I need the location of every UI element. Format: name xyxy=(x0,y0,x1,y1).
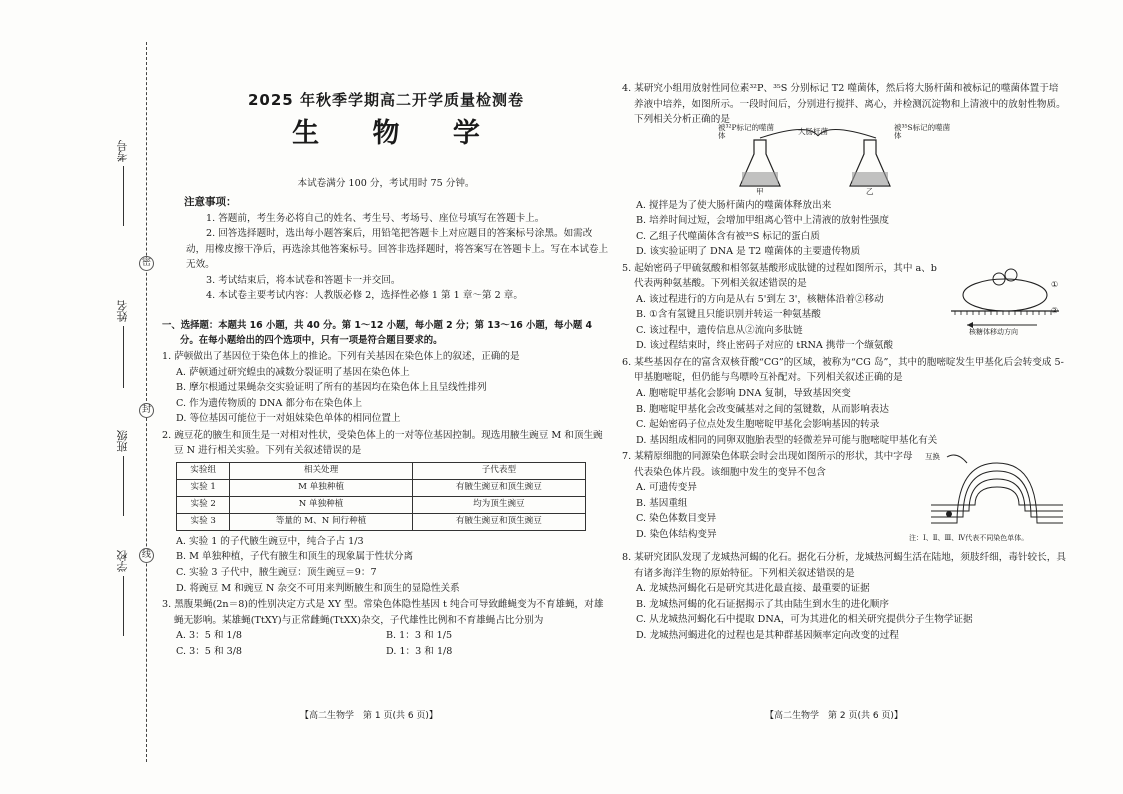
page-2-footer: 【高二生物学 第 2 页(共 6 页)】 xyxy=(765,711,903,721)
mark-1: ① xyxy=(1051,279,1059,289)
notice-title: 注意事项： xyxy=(184,195,237,208)
question-6-option-d: D. 基因组成相同的同卵双胞胎表型的轻微差异可能与胞嘧啶甲基化有关 xyxy=(636,434,938,446)
question-3-options-row-2 xyxy=(162,644,610,660)
question-4-option-d: D. 该实验证明了 DNA 是 T2 噬菌体的主要遗传物质 xyxy=(636,246,861,258)
question-5-option-a: A. 该过程进行的方向是从右 5'到左 3'，核糖体沿着②移动 xyxy=(636,293,884,305)
exam-no-field xyxy=(108,140,138,226)
school-field xyxy=(108,550,138,636)
seal-mark-3: 线 xyxy=(139,548,154,563)
question-4-option-a: A. 搅拌是为了使大肠杆菌内的噬菌体释放出来 xyxy=(636,199,832,211)
class-field xyxy=(108,430,138,516)
table-header-cell: 子代表型 xyxy=(412,462,585,479)
score-note: 本试卷满分 100 分，考试用时 75 分钟。 xyxy=(297,178,475,190)
table-cell: 实验 3 xyxy=(177,513,230,530)
exam-no-line xyxy=(123,166,124,226)
exam-no-label: 考号 xyxy=(116,140,129,162)
table-cell: 均为顶生豌豆 xyxy=(412,496,585,513)
question-3 xyxy=(162,597,610,659)
flask-a-liquid xyxy=(742,172,778,185)
table-cell: M 单独种植 xyxy=(230,479,412,496)
table-cell: 实验 2 xyxy=(177,496,230,513)
class-label: 班级 xyxy=(116,430,129,452)
school-label: 学校 xyxy=(116,550,129,572)
question-5-text xyxy=(622,261,947,354)
mark-2: ② xyxy=(1051,305,1059,315)
table-cell: 等量的 M、N 间行种植 xyxy=(230,513,412,530)
question-5-option-c: C. 该过程中，遗传信息从②流向多肽链 xyxy=(636,324,803,336)
ribosome-diagram xyxy=(947,265,1067,335)
table-cell: 有腋生豌豆和顶生豌豆 xyxy=(412,513,585,530)
question-8 xyxy=(622,550,1067,643)
exam-title: 2025 年秋季学期高二开学质量检测卷 xyxy=(248,91,524,109)
notice-item-1: 1. 答题前，考生务必将自己的姓名、考生号、考场号、座位号填写在答题卡上。 xyxy=(206,212,545,224)
question-7-option-a: A. 可遗传变异 xyxy=(636,482,697,494)
question-2 xyxy=(162,428,610,596)
question-6-option-b: B. 胞嘧啶甲基化会改变碱基对之间的氢键数，从而影响表达 xyxy=(636,403,889,415)
question-3-stem: 3. 黑腹果蝇(2n＝8)的性别决定方式是 XY 型。常染色体隐性基因 t 纯合可导致雌蝇变为不育雄蝇，对雄蝇无影响。某雄蝇(TtXY)与正常雌蝇(TtXX)杂交，子代雄性比例和不育雄蝇占比分别为 xyxy=(162,599,604,626)
question-3-options-row-1 xyxy=(162,628,610,644)
question-6-stem: 6. 某些基因存在的富含双核苷酸“CG”的区域，被称为“CG 岛”，其中的胞嘧啶发生甲基化后会转变成 5-甲基胞嘧啶，但仍能与鸟嘌呤互补配对。下列相关叙述正确的是 xyxy=(622,356,1064,384)
question-3-option-b: B. 1：3 和 1/5 xyxy=(386,630,453,642)
question-1-option-c: C. 作为遗传物质的 DNA 都分布在染色体上 xyxy=(176,397,363,409)
question-7-option-b: B. 基因重组 xyxy=(636,497,688,509)
table-header-cell: 相关处理 xyxy=(230,462,412,479)
table-row xyxy=(177,513,586,530)
question-4-option-c: C. 乙组子代噬菌体含有被³⁵S 标记的蛋白质 xyxy=(636,230,820,242)
figure-note: 注：Ⅰ、Ⅱ、Ⅲ、Ⅳ代表不同染色单体。 xyxy=(909,534,1029,543)
question-7-text xyxy=(622,449,917,549)
ribosome-direction-caption: 核糖体移动方向 xyxy=(969,327,1018,336)
question-2-stem: 2. 豌豆花的腋生和顶生是一对相对性状，受染色体上的一对等位基因控制。现选用腋生豌豆 M 和顶生豌豆 N 进行相关实验。下列有关叙述错误的是 xyxy=(162,429,603,457)
chromatid-3 xyxy=(931,479,1063,511)
question-8-option-c: C. 从龙城热河蝎化石中提取 DNA，可为其进化的相关研究提供分子生物学证据 xyxy=(636,614,973,626)
school-line xyxy=(123,576,124,636)
name-field xyxy=(108,300,138,388)
question-2-option-c: C. 实验 3 子代中，腋生豌豆：顶生豌豆＝9：7 xyxy=(176,567,377,578)
question-8-option-a: A. 龙城热河蝎化石是研究其进化最直接、最重要的证据 xyxy=(636,583,870,595)
chromatid-4 xyxy=(931,487,1063,505)
seal-mark-1: 密 xyxy=(139,256,154,271)
question-1-option-a: A. 萨顿通过研究蝗虫的减数分裂证明了基因在染色体上 xyxy=(176,366,410,378)
flask-b-liquid xyxy=(852,172,888,185)
table-cell: 实验 1 xyxy=(177,479,230,496)
crossover-arrow-icon xyxy=(947,455,967,463)
page-1-footer: 【高二生物学 第 1 页(共 6 页)】 xyxy=(300,711,438,721)
seal-mark-2: 封 xyxy=(139,403,154,418)
question-5-option-d: D. 该过程结束时，终止密码子对应的 tRNA 携带一个缬氨酸 xyxy=(636,340,894,352)
question-6-option-a: A. 胞嘧啶甲基化会影响 DNA 复制，导致基因突变 xyxy=(636,387,851,399)
question-7 xyxy=(622,449,1067,549)
question-3-option-d: D. 1：3 和 1/8 xyxy=(386,645,453,657)
question-4 xyxy=(622,81,1067,260)
question-8-option-d: D. 龙城热河蝎进化的过程也是其种群基因频率定向改变的过程 xyxy=(636,629,899,641)
mrna-bases xyxy=(955,311,1051,315)
question-5-option-b: B. ①含有氢键且只能识别并转运一种氨基酸 xyxy=(636,309,821,321)
question-8-stem: 8. 某研究团队发现了龙城热河蝎的化石。据化石分析，龙城热河蝎生活在陆地，须肢纤细，毒针较长，具有诸多海洋生物的原始特征。下列相关叙述错误的是 xyxy=(622,552,1066,579)
centromere-icon xyxy=(946,511,952,517)
label-s35-phage: 被³⁵S标记的噬菌体 xyxy=(894,122,951,141)
binding-strip xyxy=(0,0,150,794)
swap-label: 互换 xyxy=(925,452,940,462)
experiment-table xyxy=(176,462,586,531)
ribosome-icon xyxy=(963,279,1047,311)
question-6 xyxy=(622,355,1067,448)
name-label: 姓名 xyxy=(116,300,129,322)
table-row xyxy=(177,496,586,513)
question-8-option-b: B. 龙城热河蝎的化石证据揭示了其由陆生到水生的进化顺序 xyxy=(636,598,889,610)
question-7-option-c: C. 染色体数目变异 xyxy=(636,513,717,525)
page-1 xyxy=(162,84,610,659)
class-line xyxy=(123,456,124,516)
synapsis-figure xyxy=(909,449,1067,549)
phage-experiment-figure xyxy=(718,122,1067,198)
seal-dashed-line xyxy=(146,42,147,762)
question-4-option-b: B. 培养时间过短，会增加甲组离心管中上清液的放射性强度 xyxy=(636,215,889,227)
question-1-option-b: B. 摩尔根通过果蝇杂交实验证明了所有的基因均在染色体上且呈线性排列 xyxy=(176,382,487,394)
question-2-option-d: D. 将豌豆 M 和豌豆 N 杂交不可用来判断腋生和顶生的显隐性关系 xyxy=(176,582,460,594)
exam-subject: 生 物 学 xyxy=(292,118,502,150)
table-header-row xyxy=(177,462,586,479)
section-heading-line-1: 一、选择题：本题共 16 小题，共 40 分。第 1～12 小题，每小题 2 分；第 13～16 小题，每小题 4 xyxy=(162,319,593,331)
section-heading xyxy=(162,318,610,348)
table-cell: N 单独种植 xyxy=(230,496,412,513)
question-2-option-b: B. M 单独种植，子代有腋生和顶生的现象属于性状分离 xyxy=(176,551,414,563)
table-row xyxy=(177,479,586,496)
question-1-stem: 1. 萨顿做出了基因位于染色体上的推论。下列有关基因在染色体上的叙述，正确的是 xyxy=(162,351,520,363)
label-p32-phage: 被³²P标记的噬菌体 xyxy=(718,122,775,141)
question-1-option-d: D. 等位基因可能位于一对姐妹染色单体的相同位置上 xyxy=(176,413,401,425)
notice-item-3: 3. 考试结束后，将本试卷和答题卡一并交回。 xyxy=(206,274,401,286)
question-3-option-a: A. 3：5 和 1/8 xyxy=(176,630,242,642)
notice-item-4: 4. 本试卷主要考试内容：人教版必修 2，选择性必修 1 第 1 章～第 2 章。 xyxy=(206,290,523,302)
question-2-option-a: A. 实验 1 的子代腋生豌豆中，纯合子占 1/3 xyxy=(176,535,364,547)
question-7-option-d: D. 染色体结构变异 xyxy=(636,528,717,540)
flask-a-label: 甲 xyxy=(756,186,764,196)
question-5-stem: 5. 起始密码子甲硫氨酸和相邻氨基酸形成肽键的过程如图所示，其中 a、b 代表两种氨基酸。下列相关叙述错误的是 xyxy=(622,262,937,290)
translation-figure xyxy=(947,265,1067,345)
question-4-stem: 4. 某研究小组用放射性同位素³²P、³⁵S 分别标记 T2 噬菌体，然后将大肠杆菌和被标记的噬菌体置于培养液中培养，如图所示。一段时间后，分别进行搅拌、离心，并检测沉淀物和上清液中的放射性物质。下列相关分析正确的是 xyxy=(622,83,1066,126)
question-6-option-c: C. 起始密码子位点处发生胞嘧啶甲基化会影响基因的转录 xyxy=(636,419,880,431)
page-2 xyxy=(622,80,1067,643)
flask-b-label: 乙 xyxy=(866,186,874,196)
notice-item-2: 2. 回答选择题时，选出每小题答案后，用铅笔把答题卡上对应题目的答案标号涂黑。如需改动，用橡皮擦干净后，再选涂其他答案标号。回答非选择题时，将答案写在答题卡上。写在本试卷上无效。 xyxy=(186,228,609,271)
section-heading-line-2: 分。在每小题给出的四个选项中，只有一项是符合题目要求的。 xyxy=(180,334,443,346)
label-ecoli: 大肠杆菌 xyxy=(798,126,828,136)
name-line xyxy=(123,326,124,388)
chromatid-2 xyxy=(931,471,1063,517)
question-1 xyxy=(162,349,610,427)
table-header-cell: 实验组 xyxy=(177,462,230,479)
question-5 xyxy=(622,261,1067,354)
question-7-stem: 7. 某精原细胞的同源染色体联会时会出现如图所示的形状，其中字母代表染色体片段。该细胞中发生的变异不包含 xyxy=(622,451,913,478)
table-cell: 有腋生豌豆和顶生豌豆 xyxy=(412,479,585,496)
question-3-option-c: C. 3：5 和 3/8 xyxy=(176,645,243,657)
